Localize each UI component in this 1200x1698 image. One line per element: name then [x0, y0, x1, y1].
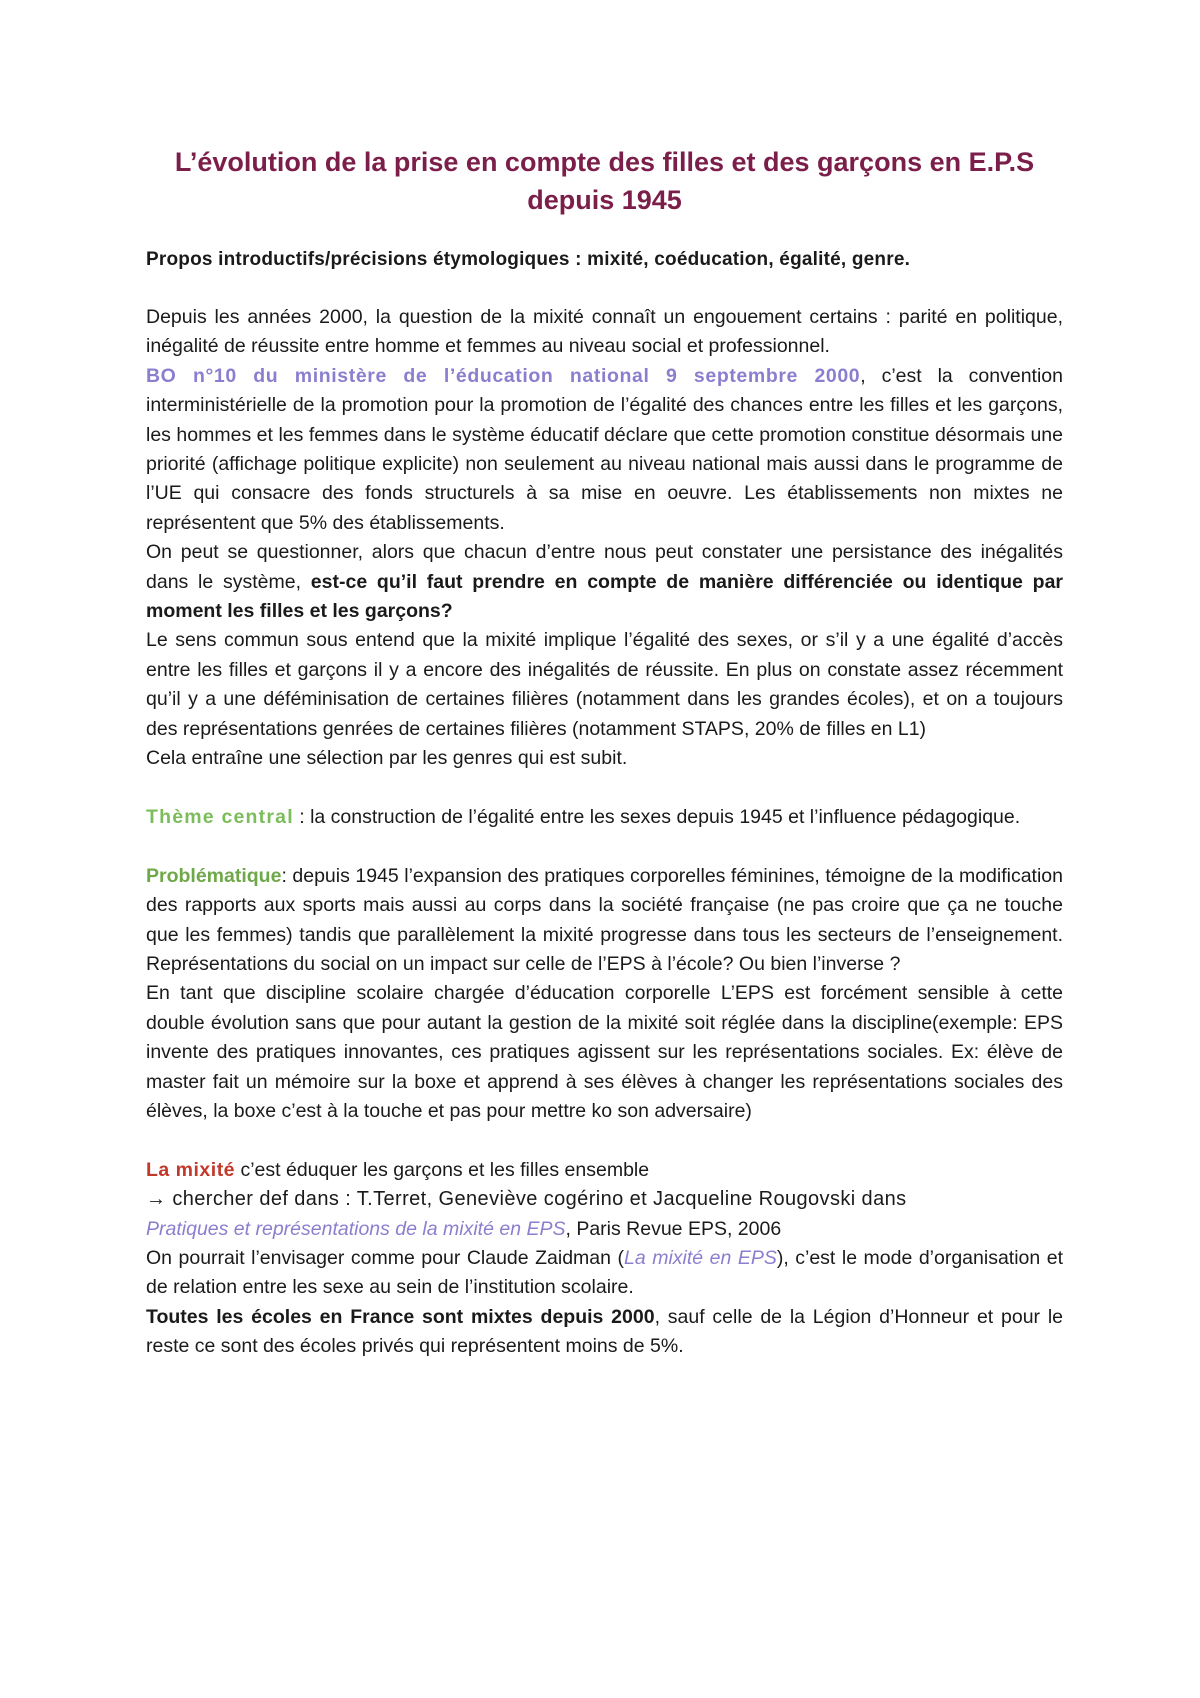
question-intro: On peut se questionner, alors que chacun d’entre nous peut constater une persistance des inégalités dans le système,: [146, 541, 1063, 593]
paragraph-bo: [146, 362, 1063, 538]
reference-publisher: , Paris Revue EPS, 2006: [565, 1217, 782, 1240]
spacer: [146, 774, 1063, 803]
question-bold: est-ce qu’il faut prendre en compte de manière différenciée ou identique par moment les filles et les garçons?: [146, 570, 1063, 623]
reference-line: [146, 1185, 1063, 1214]
intro-heading: Propos introductifs/précisions étymologiques : mixité, coéducation, égalité, genre.: [146, 249, 911, 270]
zaidman-book-title: La mixité en EPS: [624, 1246, 777, 1269]
paragraph-sens-commun: Le sens commun sous entend que la mixité implique l’égalité des sexes, or s’il y a une égalité d’accès entre les filles et garçons il y a encore des inégalités de réussite. En plus on constate assez récemment qu’il y a une déféminisation de certaines filières (notamment dans les grandes écoles), et on a toujours des représentations genrées de certaines filières (notamment STAPS, 20% de filles en L1): [146, 629, 1063, 740]
paragraph-problematique: [146, 862, 1063, 980]
problematique-label: Problématique: [146, 864, 282, 887]
reference-text: → chercher def dans : T.Terret, Geneviève cogérino et Jacqueline Rougovski dans: [146, 1188, 907, 1211]
spacer: [146, 832, 1063, 861]
reference-book-title: Pratiques et représentations de la mixité en EPS: [146, 1217, 566, 1240]
document-title: [146, 143, 1063, 219]
paragraph-mixite: [146, 1156, 1063, 1185]
bo-text: , c’est la convention interministérielle de la promotion pour la promotion de l’égalité des chances entre les filles et les garçons, les hommes et les femmes dans le système éducatif déclare que cette promotion constitue désormais une priorité (affichage politique explicite) non seulement au niveau national mais aussi dans le programme de l’UE qui consacre des fonds structurels à sa mise en oeuvre. Les établissements non mixtes ne représentent que 5% des établissements.: [146, 364, 1063, 534]
theme-label: Thème central: [146, 805, 294, 828]
mixite-label: La mixité: [146, 1158, 236, 1181]
paragraph-theme: [146, 803, 1063, 832]
paragraph-final: [146, 1303, 1063, 1362]
mixite-text: c’est éduquer les garçons et les filles ensemble: [235, 1158, 650, 1181]
problematique-text: : depuis 1945 l’expansion des pratiques corporelles féminines, témoigne de la modification des rapports aux sports mais aussi au corps dans la société française (ne pas croire que ça ne touche que les femmes) tandis que parallèlement la mixité progresse dans tous les secteurs de l’enseignement. Représentations du social on un impact sur celle de l’EPS à l’école? Ou bien l’inverse ?: [146, 864, 1063, 975]
paragraph-question: [146, 538, 1063, 626]
title-line-1: L’évolution de la prise en compte des filles et des garçons en E.P.S: [174, 147, 1035, 177]
title-line-2: depuis 1945: [527, 185, 682, 215]
paragraph-selection: Cela entraîne une sélection par les genres qui est subit.: [146, 747, 628, 770]
bo-reference: BO n°10 du ministère de l’éducation national 9 septembre 2000: [146, 364, 861, 387]
paragraph-parite: Depuis les années 2000, la question de la mixité connaît un engouement certains : parité en politique, inégalité de réussite entre homme et femmes au niveau social et professionnel.: [146, 306, 1063, 358]
zaidman-before: On pourrait l’envisager comme pour Claude Zaidman (: [146, 1246, 624, 1269]
zaidman-after: ), c’est le mode d’organisation et de relation entre les sexe au sein de l’institution scolaire.: [146, 1246, 1064, 1299]
final-text: , sauf celle de la Légion d’Honneur et pour le reste ce sont des écoles privés qui représentent moins de 5%.: [146, 1305, 1064, 1358]
theme-text: : la construction de l’égalité entre les sexes depuis 1945 et l’influence pédagogique.: [293, 805, 1021, 828]
paragraph-zaidman: [146, 1244, 1063, 1303]
paragraph-eps: En tant que discipline scolaire chargée d’éducation corporelle L’EPS est forcément sensible à cette double évolution sans que pour autant la gestion de la mixité soit réglée dans la discipline(exemple: EPS invente des pratiques innovantes, ces pratiques agissent sur les représentations sociales. Ex: élève de master fait un mémoire sur la boxe et apprend à ses élèves à changer les représentations sociales des élèves, la boxe c’est à la touche et pas pour mettre ko son adversaire): [146, 982, 1063, 1122]
reference-book-line: [146, 1215, 1063, 1244]
spacer: [146, 1126, 1063, 1155]
final-bold: Toutes les écoles en France sont mixtes depuis 2000: [146, 1305, 655, 1328]
